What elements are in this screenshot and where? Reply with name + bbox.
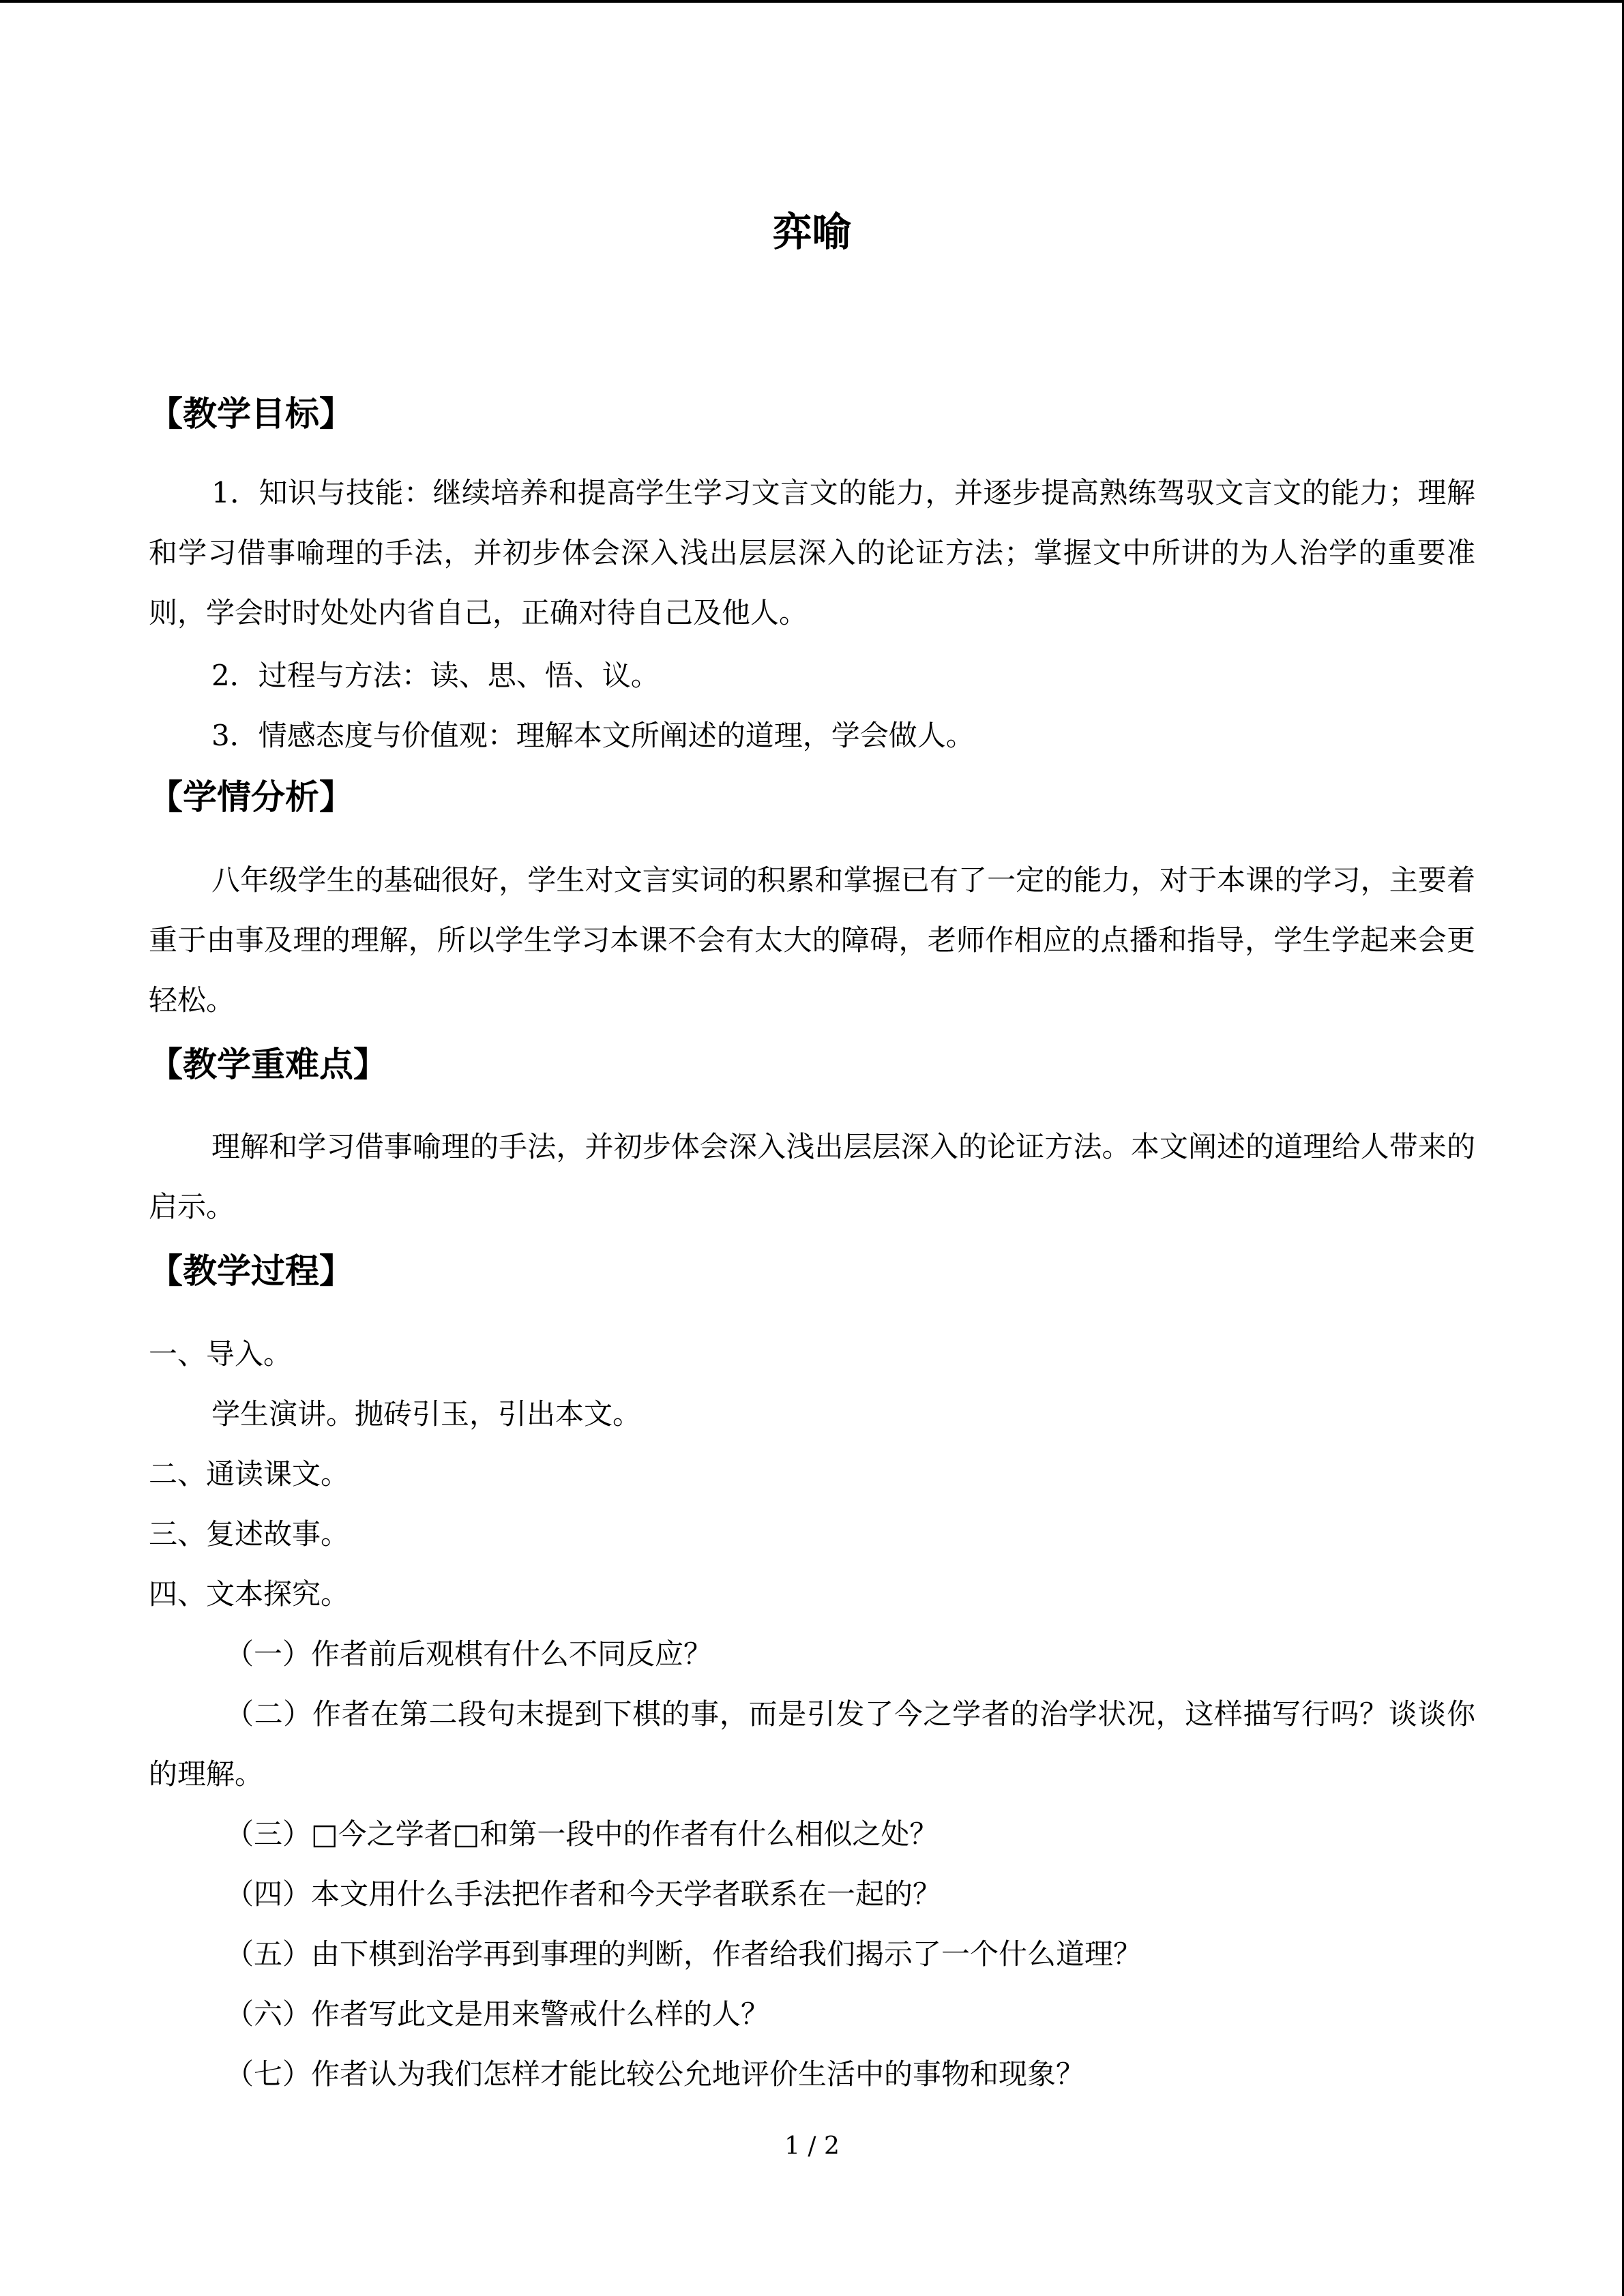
objective-item-3: 3．情感态度与价值观：理解本文所阐述的道理，学会做人。: [211, 719, 975, 752]
question-5: （五）由下棋到治学再到事理的判断，作者给我们揭示了一个什么道理？: [225, 1937, 1142, 1971]
question-1: （一）作者前后观棋有什么不同反应？: [225, 1637, 713, 1671]
heading-student-analysis: 【学情分析】: [149, 777, 353, 817]
process-step-2: 二、通读课文。: [149, 1457, 350, 1491]
question-3: （三）□今之学者□和第一段中的作者有什么相似之处？: [225, 1817, 939, 1851]
question-4: （四）本文用什么手法把作者和今天学者联系在一起的？: [225, 1877, 942, 1911]
objective-item-2: 2．过程与方法：读、思、悟、议。: [211, 659, 660, 692]
process-step-1: 一、导入。: [149, 1337, 293, 1371]
key-points-text: 理解和学习借事喻理的手法，并初步体会深入浅出层层深入的论证方法。本文阐述的道理给人带来的启示。: [149, 1130, 1475, 1223]
question-2: （二）作者在第二段句末提到下棋的事，而是引发了今之学者的治学状况，这样描写行吗？谈谈你的理解。: [149, 1697, 1475, 1791]
heading-key-points: 【教学重难点】: [149, 1045, 387, 1084]
process-step-3: 三、复述故事。: [149, 1517, 350, 1551]
question-7: （七）作者认为我们怎样才能比较公允地评价生活中的事物和现象？: [225, 2057, 1085, 2091]
heading-teaching-objectives: 【教学目标】: [149, 394, 353, 434]
question-6: （六）作者写此文是用来警戒什么样的人？: [225, 1997, 770, 2031]
objective-item-1: 1．知识与技能：继续培养和提高学生学习文言文的能力，并逐步提高熟练驾驭文言文的能力；理解和学习借事喻理的手法，并初步体会深入浅出层层深入的论证方法；掌握文中所讲的为人治学的重要准则，学会时时处处内省自己，正确对待自己及他人。: [149, 476, 1475, 629]
page-number: 1 / 2: [784, 2132, 840, 2160]
process-step-1-detail: 学生演讲。抛砖引玉，引出本文。: [211, 1397, 642, 1431]
student-analysis-text: 八年级学生的基础很好，学生对文言实词的积累和掌握已有了一定的能力，对于本课的学习，主要着重于由事及理的理解，所以学生学习本课不会有太大的障碍，老师作相应的点播和指导，学生学起来会更轻松。: [149, 863, 1475, 1017]
document-title: 弈喻: [772, 209, 852, 255]
heading-teaching-process: 【教学过程】: [149, 1251, 353, 1291]
process-step-4: 四、文本探究。: [149, 1577, 350, 1611]
document-page: [149, 0, 1475, 2296]
